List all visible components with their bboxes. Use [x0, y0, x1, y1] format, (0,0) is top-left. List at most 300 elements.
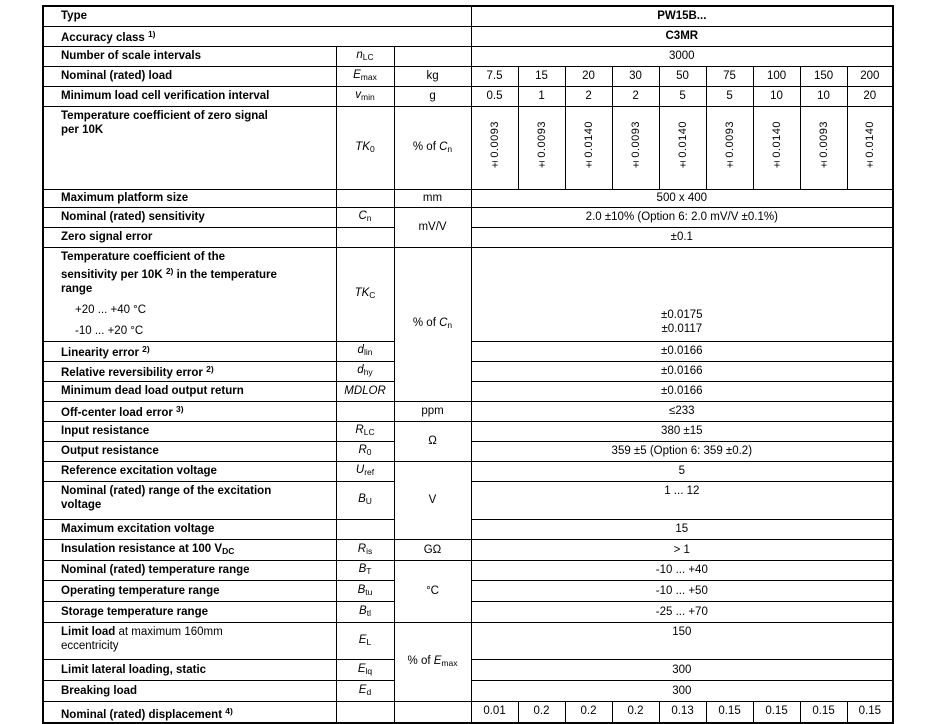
value-cell	[612, 701, 659, 723]
symbol-cell	[336, 680, 394, 701]
text-segment: d	[357, 364, 364, 376]
text-segment: 20	[863, 90, 877, 102]
text-segment: ±0.0166	[661, 365, 703, 377]
text-segment: Maximum excitation voltage	[61, 523, 215, 535]
text-line	[663, 69, 703, 83]
text-segment: Storage temperature range	[61, 605, 208, 618]
text-segment: -10 ... +40	[655, 564, 708, 576]
text-segment: 75	[723, 70, 736, 82]
symbol-cell	[336, 461, 394, 481]
row-input-resistance	[43, 421, 893, 441]
text-line	[61, 402, 332, 420]
unit-cell	[394, 622, 471, 701]
text-line	[804, 89, 844, 103]
row-limit-load	[43, 622, 893, 659]
text-segment: 2)	[165, 265, 174, 276]
value-cell	[471, 622, 893, 659]
spec-table-body	[43, 6, 893, 723]
value-cell	[847, 106, 893, 189]
text-segment: °C	[426, 585, 439, 597]
symbol-cell	[336, 341, 394, 361]
text-segment: Type	[61, 10, 87, 23]
value-cell	[706, 106, 753, 189]
row-label	[43, 539, 336, 560]
value-cell	[471, 227, 893, 247]
value-cell	[471, 401, 893, 421]
text-line	[475, 522, 890, 536]
text-segment: 5	[678, 465, 685, 477]
symbol-cell	[336, 622, 394, 659]
text-line	[61, 342, 332, 360]
text-segment: hy	[363, 367, 373, 377]
text-segment: 2	[632, 90, 639, 102]
text-line	[398, 89, 468, 103]
value-cell	[659, 86, 706, 106]
text-line	[398, 220, 468, 234]
text-segment: min	[361, 92, 375, 102]
text-segment: ±0.0093	[488, 121, 501, 171]
text-line	[61, 9, 467, 23]
text-line	[475, 684, 890, 698]
text-segment: 0.01	[483, 704, 506, 717]
text-line	[398, 584, 468, 598]
text-segment: range	[61, 282, 93, 295]
row-label	[43, 227, 336, 247]
text-line	[61, 464, 332, 478]
unit-cell	[394, 46, 471, 66]
symbol-cell	[336, 539, 394, 560]
text-line	[475, 384, 890, 398]
value-cell	[471, 421, 893, 441]
text-segment: % of	[412, 140, 440, 153]
text-segment: R	[357, 542, 367, 555]
text-line	[61, 563, 332, 577]
unit-cell	[394, 66, 471, 86]
text-line	[340, 48, 391, 64]
row-label	[43, 560, 336, 580]
text-line	[61, 230, 332, 244]
text-line	[475, 308, 890, 322]
unit-cell	[394, 247, 471, 401]
value-cell	[471, 519, 893, 539]
text-segment: 0	[366, 447, 372, 457]
value-cell	[847, 86, 893, 106]
symbol-cell	[336, 381, 394, 401]
rotated-value	[536, 121, 548, 170]
text-line	[61, 498, 332, 512]
text-line	[340, 463, 391, 479]
text-segment: Nominal (rated) sensitivity	[61, 211, 205, 223]
text-segment: ±0.0093	[723, 121, 736, 171]
row-label	[43, 659, 336, 680]
text-line	[475, 704, 515, 718]
text-line	[340, 443, 391, 459]
value-cell	[471, 66, 518, 86]
row-scale-intervals	[43, 46, 893, 66]
text-segment: ±0.0093	[817, 121, 830, 171]
text-segment: ±0.0117	[661, 322, 703, 335]
text-line	[61, 123, 332, 137]
text-segment: 1	[538, 90, 545, 102]
rotated-value	[724, 121, 736, 170]
rotated-value	[818, 121, 830, 170]
text-segment: max	[360, 72, 377, 82]
text-segment: Zero signal error	[61, 231, 153, 243]
text-line	[340, 88, 391, 104]
unit-cell	[394, 207, 471, 247]
text-segment: 2	[585, 90, 592, 102]
text-segment: R	[355, 424, 364, 436]
row-label	[43, 26, 471, 46]
text-segment: Accuracy class	[61, 32, 148, 44]
unit-cell	[394, 189, 471, 207]
text-segment: T	[366, 566, 372, 576]
text-line	[398, 654, 468, 670]
value-cell	[471, 701, 518, 723]
row-type	[43, 6, 893, 26]
unit-cell	[394, 401, 471, 421]
text-line	[61, 324, 332, 338]
value-cell	[471, 86, 518, 106]
spec-table	[42, 5, 894, 724]
symbol-cell	[336, 247, 394, 341]
row-label	[43, 106, 336, 189]
text-line	[851, 704, 890, 718]
row-nominal-sensitivity	[43, 207, 893, 227]
text-segment: tu	[365, 586, 373, 597]
value-cell	[706, 86, 753, 106]
text-segment: 3)	[176, 404, 184, 414]
text-segment: B	[358, 493, 366, 505]
row-nominal-temp-range	[43, 560, 893, 580]
value-cell	[659, 701, 706, 723]
text-segment: max	[441, 657, 458, 668]
text-segment: 7.5	[486, 70, 503, 82]
value-cell	[800, 86, 847, 106]
text-line	[710, 704, 750, 718]
text-segment: 50	[676, 70, 689, 82]
text-line	[340, 542, 391, 558]
text-segment: 0.2	[627, 704, 644, 717]
text-segment: 15	[535, 70, 548, 82]
text-segment: 150	[672, 625, 692, 638]
text-line	[475, 191, 890, 205]
text-line	[475, 663, 890, 677]
row-label	[43, 580, 336, 601]
text-segment: 380 ±15	[661, 425, 703, 437]
row-label	[43, 66, 336, 86]
symbol-cell	[336, 227, 394, 247]
text-segment: V	[428, 494, 437, 506]
rotated-value	[489, 121, 501, 170]
text-line	[340, 492, 391, 508]
text-segment: 300	[672, 663, 692, 676]
text-segment: ±0.0175	[661, 308, 703, 321]
text-segment: g	[429, 90, 436, 102]
text-segment: lq	[365, 665, 373, 676]
value-cell	[612, 106, 659, 189]
value-cell	[753, 86, 800, 106]
text-line	[61, 584, 332, 598]
text-line	[398, 543, 468, 557]
text-line	[616, 89, 656, 103]
text-segment: Nominal (rated) temperature range	[61, 564, 250, 576]
text-line	[61, 282, 332, 296]
text-segment: E	[433, 654, 442, 667]
text-segment: ±0.0140	[770, 121, 783, 171]
text-segment: 0.15	[718, 704, 741, 717]
symbol-cell	[336, 86, 394, 106]
text-line	[475, 230, 890, 244]
row-label	[43, 401, 336, 421]
text-line	[569, 69, 609, 83]
symbol-cell	[336, 659, 394, 680]
row-label	[43, 46, 336, 66]
text-segment: Linearity error	[61, 347, 143, 359]
row-max-platform-size	[43, 189, 893, 207]
text-segment: 2)	[206, 364, 214, 374]
rotated-value	[864, 121, 876, 170]
text-line	[398, 140, 468, 156]
text-line	[475, 484, 890, 498]
symbol-cell	[336, 46, 394, 66]
text-segment: LC	[362, 52, 374, 62]
text-segment: Temperature coefficient of the	[61, 250, 226, 263]
row-tk0	[43, 106, 893, 189]
value-cell	[471, 441, 893, 461]
text-segment: ±0.0093	[629, 121, 642, 171]
symbol-cell	[336, 481, 394, 519]
text-segment: in the temperature	[173, 268, 277, 281]
text-line	[851, 69, 890, 83]
text-segment: B	[357, 583, 366, 596]
text-line	[757, 69, 797, 83]
text-line	[340, 662, 391, 678]
text-line	[340, 68, 391, 84]
text-segment: 0.5	[486, 90, 503, 102]
text-line	[61, 69, 332, 83]
text-segment: Limit lateral loading, static	[61, 663, 207, 676]
text-segment: n	[356, 49, 363, 61]
text-line	[61, 109, 332, 123]
text-segment: ppm	[421, 405, 444, 417]
text-segment: 0.15	[858, 704, 881, 717]
text-line	[340, 683, 391, 699]
text-segment: C	[439, 140, 448, 153]
text-segment: ref	[364, 467, 375, 477]
text-segment: 0.2	[580, 704, 597, 717]
value-cell	[565, 66, 612, 86]
text-line	[804, 69, 844, 83]
text-segment: TK	[355, 140, 370, 153]
text-segment: d	[366, 686, 372, 697]
text-line	[475, 344, 890, 358]
text-segment: 3000	[669, 50, 695, 62]
value-cell	[471, 461, 893, 481]
text-line	[61, 542, 332, 558]
text-segment: ±0.0140	[863, 121, 876, 171]
value-cell	[565, 106, 612, 189]
value-cell	[518, 66, 565, 86]
text-segment: Relative reversibility error	[61, 367, 207, 379]
text-line	[398, 191, 468, 205]
text-line	[569, 704, 609, 718]
text-segment: at maximum 160mm	[115, 625, 223, 638]
text-segment: Off-center load error	[61, 407, 177, 419]
text-line	[61, 684, 332, 698]
text-segment: Minimum load cell verification interval	[61, 90, 270, 102]
value-cell	[612, 86, 659, 106]
text-line	[616, 704, 656, 718]
text-line	[475, 49, 890, 63]
text-line	[340, 343, 391, 359]
value-cell	[471, 680, 893, 701]
text-line	[475, 29, 890, 43]
value-cell	[612, 66, 659, 86]
unit-cell	[394, 560, 471, 622]
text-line	[475, 424, 890, 438]
text-line	[475, 322, 890, 336]
text-line	[61, 49, 332, 63]
text-segment: Minimum dead load output return	[61, 385, 244, 397]
text-segment: Reference excitation voltage	[61, 465, 217, 477]
value-cell	[518, 106, 565, 189]
text-segment: ±0.0140	[582, 121, 595, 171]
text-segment: L	[366, 636, 372, 647]
row-reference-excitation-voltage	[43, 461, 893, 481]
rotated-value	[583, 121, 595, 170]
text-segment: Nominal (rated) load	[61, 70, 173, 82]
value-cell	[800, 701, 847, 723]
text-segment: MDLOR	[344, 385, 386, 397]
value-cell	[706, 701, 753, 723]
value-cell	[753, 701, 800, 723]
text-line	[851, 89, 890, 103]
text-segment: U	[365, 496, 372, 506]
text-line	[340, 140, 391, 156]
value-cell	[800, 66, 847, 86]
value-cell	[471, 381, 893, 401]
text-line	[522, 704, 562, 718]
value-cell	[471, 539, 893, 560]
value-cell	[471, 189, 893, 207]
text-line	[340, 583, 391, 599]
value-cell	[565, 86, 612, 106]
text-segment: 150	[813, 70, 834, 82]
rotated-value	[677, 121, 689, 170]
symbol-cell	[336, 106, 394, 189]
row-label	[43, 361, 336, 381]
text-segment: d	[357, 344, 364, 356]
text-segment: E	[357, 662, 366, 675]
symbol-cell	[336, 441, 394, 461]
unit-cell	[394, 461, 471, 539]
value-cell	[471, 361, 893, 381]
text-segment: % of	[407, 654, 434, 667]
text-segment: GΩ	[423, 543, 442, 556]
value-cell	[800, 106, 847, 189]
text-segment: 10	[817, 90, 830, 102]
text-segment: Insulation resistance at 100 V	[61, 542, 223, 555]
text-line	[398, 404, 468, 418]
symbol-cell	[336, 207, 394, 227]
text-segment: Operating temperature range	[61, 584, 220, 597]
value-cell	[518, 701, 565, 723]
row-min-verification-interval	[43, 86, 893, 106]
text-line	[475, 404, 890, 418]
text-segment: 4)	[225, 705, 233, 716]
text-line	[475, 210, 890, 224]
row-label	[43, 701, 336, 723]
text-segment: E	[358, 683, 367, 696]
text-segment: LC	[363, 427, 375, 437]
text-line	[61, 484, 332, 498]
text-segment: is	[366, 545, 373, 556]
symbol-cell	[336, 66, 394, 86]
type-value	[471, 6, 893, 26]
text-line	[569, 89, 609, 103]
text-segment: 0.13	[671, 704, 694, 717]
text-segment: 1 ... 12	[664, 484, 700, 497]
text-line	[61, 191, 332, 205]
text-segment: ±0.0166	[661, 345, 703, 357]
row-label	[43, 86, 336, 106]
text-segment: 0.15	[812, 704, 835, 717]
unit-cell	[394, 106, 471, 189]
value-cell	[753, 106, 800, 189]
row-nominal-displacement	[43, 701, 893, 723]
row-label	[43, 421, 336, 441]
symbol-cell	[336, 361, 394, 381]
value-cell	[471, 560, 893, 580]
text-segment: R	[358, 444, 367, 456]
text-segment: C	[439, 317, 448, 329]
symbol-cell	[336, 580, 394, 601]
symbol-cell	[336, 189, 394, 207]
text-segment: 0	[369, 143, 375, 154]
value-cell	[753, 66, 800, 86]
row-label	[43, 381, 336, 401]
value-cell	[659, 66, 706, 86]
symbol-cell	[336, 601, 394, 622]
text-segment: ±0.0166	[661, 385, 703, 397]
text-segment: 5	[726, 90, 733, 102]
text-segment: tl	[366, 607, 371, 618]
text-line	[61, 250, 332, 264]
text-line	[61, 625, 332, 639]
value-cell	[471, 341, 893, 361]
text-segment: mV/V	[418, 221, 447, 233]
text-segment: % of	[412, 317, 440, 329]
text-segment: n	[366, 213, 372, 223]
row-label	[43, 680, 336, 701]
text-segment: ±0.0140	[676, 121, 689, 171]
text-segment: 15	[675, 523, 689, 535]
text-segment: 100	[766, 70, 787, 82]
text-line	[398, 316, 468, 332]
text-line	[340, 384, 391, 398]
text-segment: sensitivity per 10K	[61, 268, 166, 281]
text-line	[475, 563, 890, 577]
text-segment: per 10K	[61, 123, 104, 136]
text-segment: U	[355, 464, 365, 476]
value-cell	[659, 106, 706, 189]
value-cell	[471, 601, 893, 622]
text-segment: ±0.0093	[535, 121, 548, 171]
unit-cell	[394, 421, 471, 461]
text-segment: 2.0 ±10% (Option 6: 2.0 mV/V ±0.1%)	[585, 211, 778, 223]
text-line	[475, 543, 890, 557]
